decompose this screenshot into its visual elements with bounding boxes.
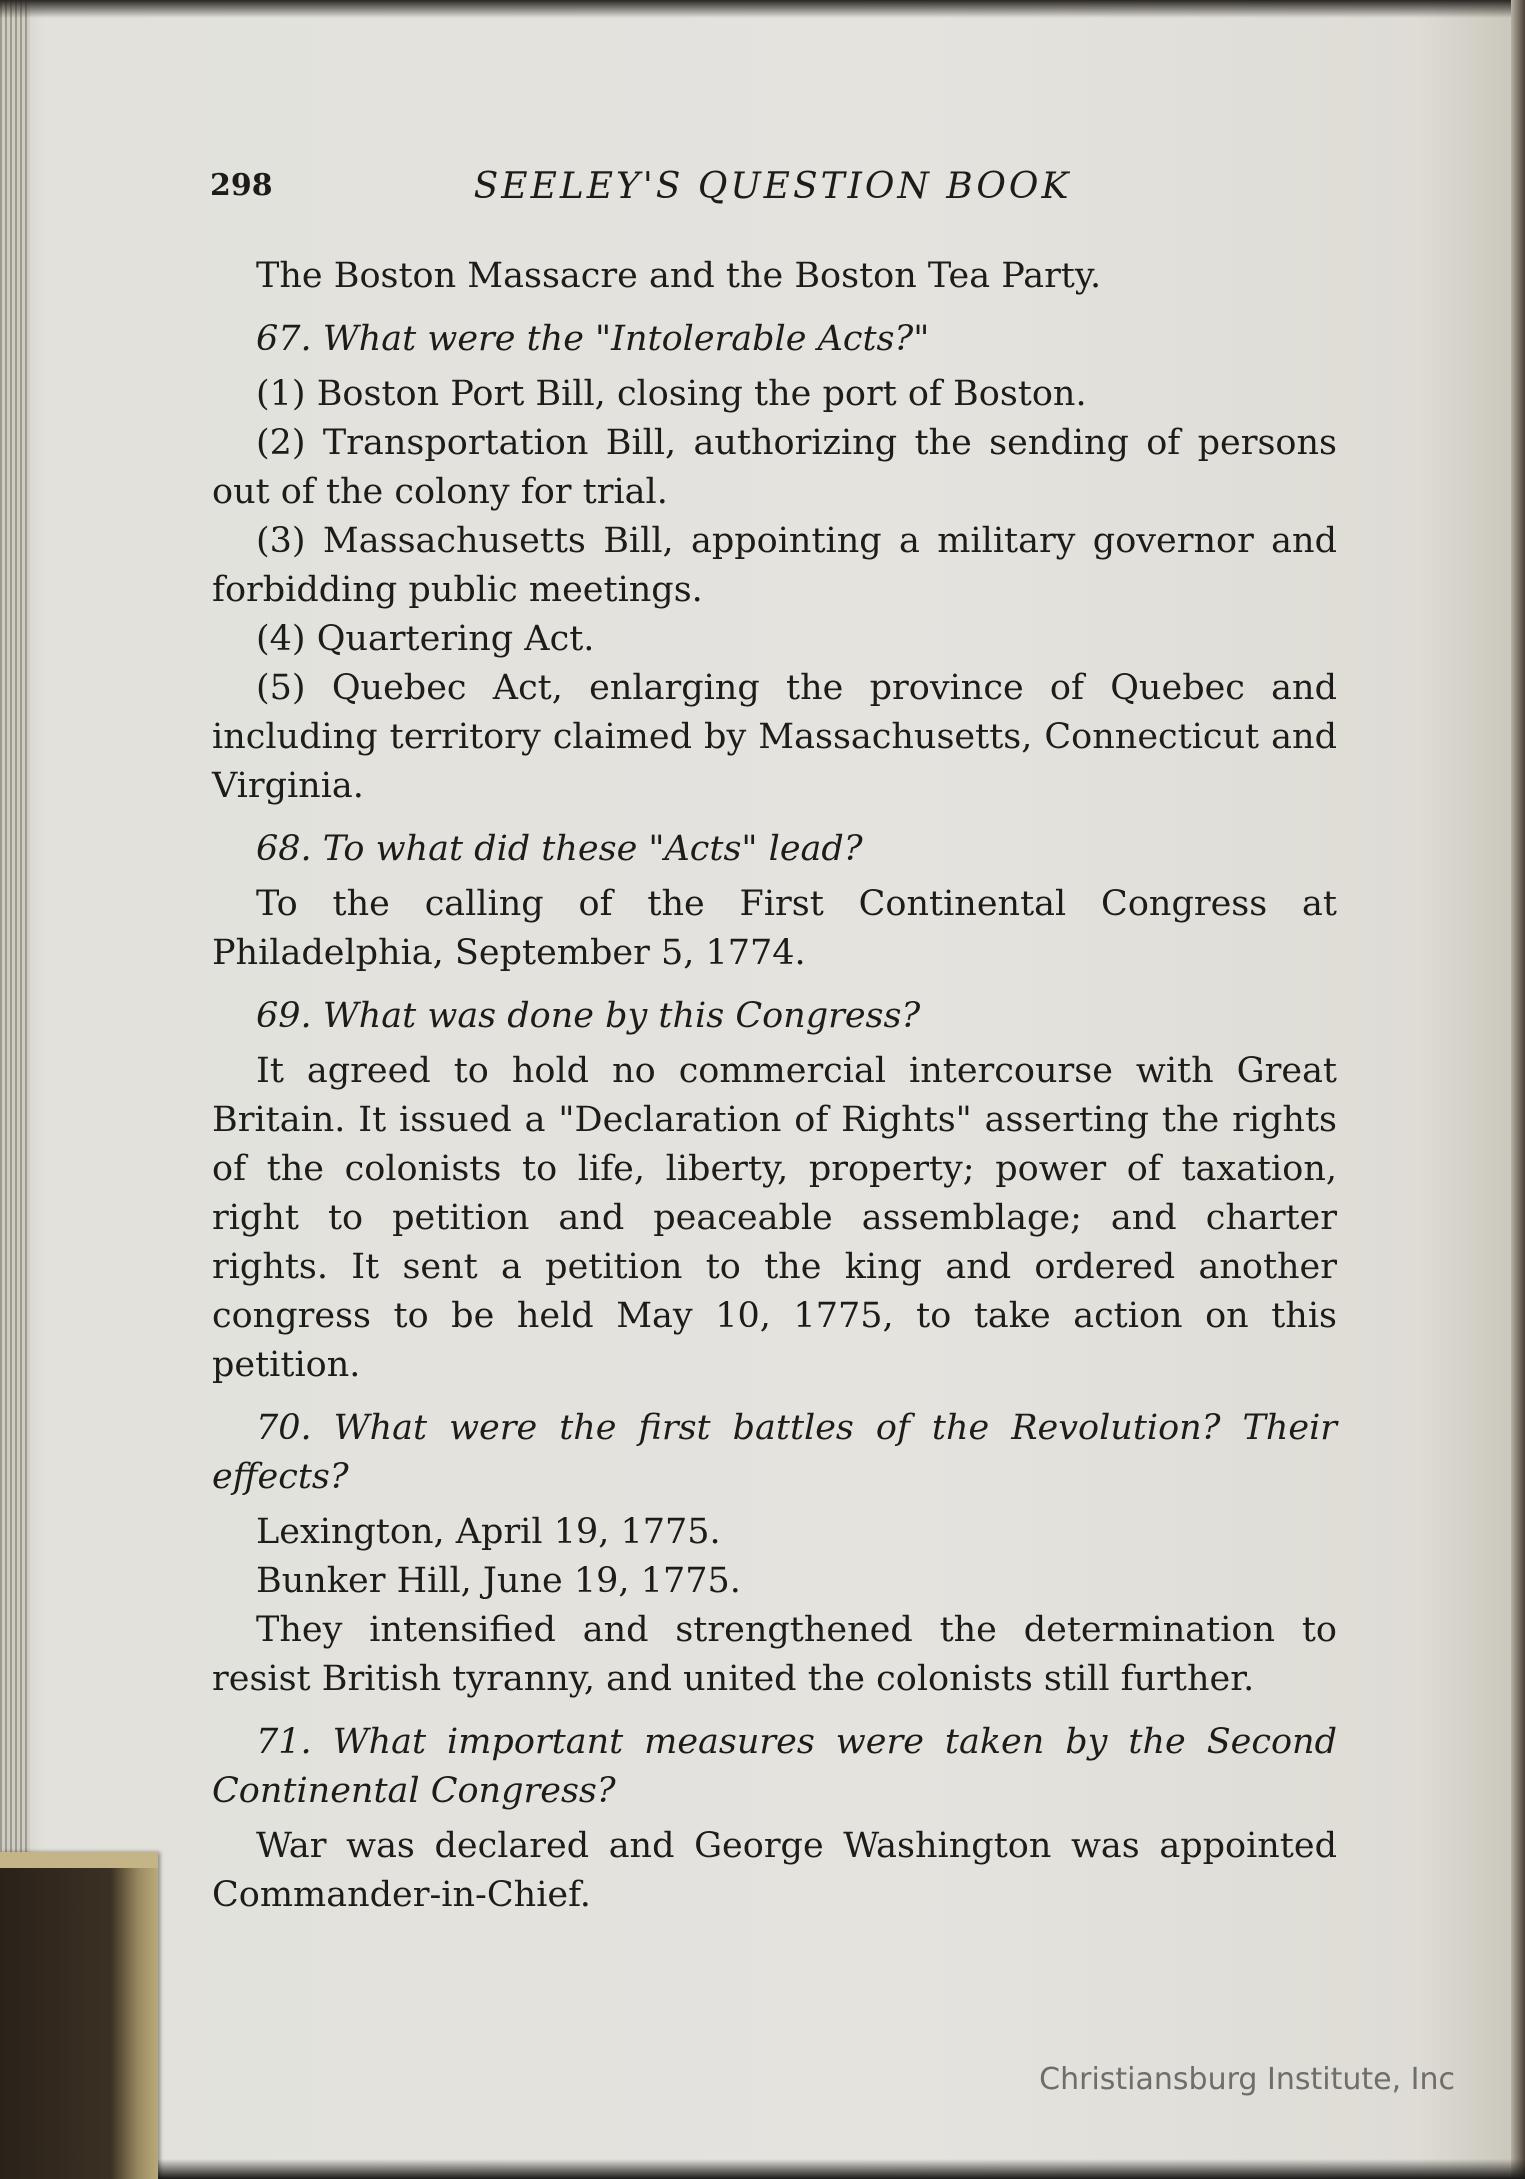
question-71: 71. What important measures were taken by the Second Continental Congress? — [212, 1722, 1337, 1811]
intro-line: The Boston Massacre and the Boston Tea Party. — [256, 256, 1102, 296]
bottom-shadow — [0, 2159, 1525, 2179]
answer-67-item: (5) Quebec Act, enlarging the province of Quebec and including territory claimed by Massachusetts, Connecticut and Virginia. — [212, 668, 1337, 806]
question-70: 70. What were the first battles of the Revolution? Their effects? — [212, 1408, 1337, 1497]
running-title: SEELEY'S QUESTION BOOK — [473, 166, 1072, 207]
right-page-edge — [1511, 0, 1525, 2179]
page-body — [212, 252, 1337, 1920]
answer-68: To the calling of the First Continental Congress at Philadelphia, September 5, 1774. — [212, 884, 1337, 973]
answer-67-item: (2) Transportation Bill, authorizing the sending of persons out of the colony for trial. — [212, 423, 1337, 512]
question-68: 68. To what did these "Acts" lead? — [256, 829, 863, 869]
page-header — [210, 160, 1335, 210]
watermark: Christiansburg Institute, Inc — [1039, 2062, 1455, 2097]
bookmark-ribbon-top — [0, 1852, 158, 1868]
answer-67-item: (1) Boston Port Bill, closing the port of Boston. — [256, 374, 1087, 414]
page-number: 298 — [210, 168, 273, 203]
question-69: 69. What was done by this Congress? — [256, 996, 921, 1036]
answer-70-item: Bunker Hill, June 19, 1775. — [256, 1561, 741, 1601]
answer-70-item: They intensified and strengthened the determination to resist British tyranny, and united the colonists still further. — [212, 1610, 1337, 1699]
answer-67-item: (3) Massachusetts Bill, appointing a military governor and forbidding public meetings. — [212, 521, 1337, 610]
answer-67-item: (4) Quartering Act. — [256, 619, 595, 659]
question-67: 67. What were the "Intolerable Acts?" — [256, 319, 930, 359]
answer-70-item: Lexington, April 19, 1775. — [256, 1512, 721, 1552]
answer-71: War was declared and George Washington was appointed Commander-in-Chief. — [212, 1826, 1337, 1915]
top-shadow — [0, 0, 1525, 18]
bookmark-ribbon — [0, 1852, 158, 2179]
answer-69: It agreed to hold no commercial intercourse with Great Britain. It issued a "Declaration of Rights" asserting the rights of the colonists to life, liberty, property; power of taxation, right to petition and peaceable assemblage; and charter rights. It sent a petition to the king and ordered another congress to be held May 10, 1775, to take action on this petition. — [212, 1051, 1337, 1385]
